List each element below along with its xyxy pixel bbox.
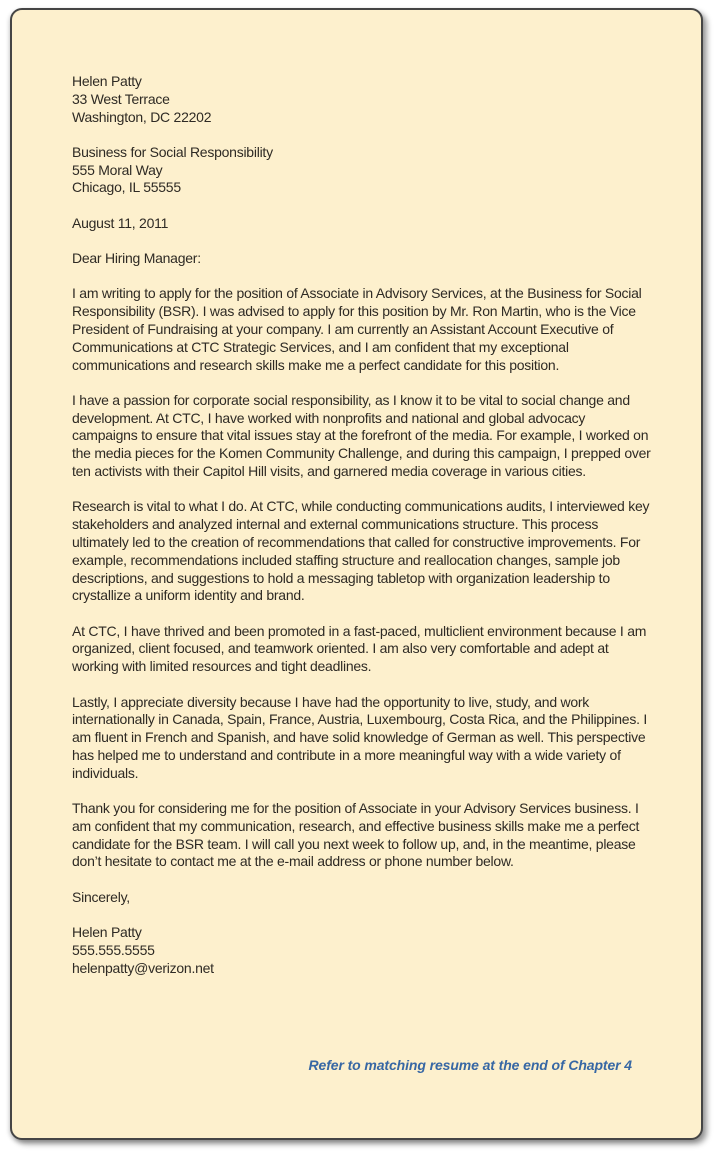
closing: Sincerely, [72, 888, 130, 905]
sender-city: Washington, DC 22202 [72, 108, 212, 125]
sender-address [72, 73, 651, 126]
body-paragraph: I am writing to apply for the position of Associate in Advisory Services, at the Business for Social Responsibility (BSR). I was advised to apply for this position by Mr. Ron Martin, who is the Vice President of Fundraising at your company. I am currently an Assistant Account Executive of Communications at CTC Strategic Services, and I am confident that my exceptional communications and research skills make me a perfect candidate for this position. [72, 285, 642, 373]
signature-block [72, 924, 651, 977]
body-paragraph: Lastly, I appreciate diversity because I have had the opportunity to live, study, and work internationally in Canada, Spain, France, Austria, Luxembourg, Costa Rica, and the Philippines. I am fluent in French and Spanish, and have solid knowledge of German as well. This perspective has helped me to understand and contribute in a more meaningful way with a wide variety of individuals. [72, 693, 647, 781]
letter-page [10, 8, 703, 1140]
recipient-city: Chicago, IL 55555 [72, 179, 181, 196]
body-paragraph: Thank you for considering me for the position of Associate in your Advisory Services business. I am confident that my communication, research, and effective business skills make me a perfect candidate for the BSR team. I will call you next week to follow up, and, in the meantime, please don’t hesitate to contact me at the e-mail address or phone number below. [72, 800, 640, 870]
sender-name: Helen Patty [72, 73, 142, 89]
signature-name: Helen Patty [72, 923, 142, 940]
recipient-street: 555 Moral Way [72, 161, 163, 178]
signature-phone: 555.555.5555 [72, 941, 155, 958]
recipient-company: Business for Social Responsibility [72, 143, 273, 160]
letter-date: August 11, 2011 [72, 214, 169, 231]
body-paragraph: At CTC, I have thrived and been promoted in a fast-paced, multiclient environment because I am organized, client focused, and teamwork oriented. I am also very comfortable and adept at working with limited resources and tight deadlines. [72, 622, 647, 675]
recipient-address [72, 144, 651, 197]
body-paragraph: Research is vital to what I do. At CTC, while conducting communications audits, I interviewed key stakeholders and analyzed internal and external communications structure. This process ultimately led to the creation of recommendations that called for constructive improvements. For example, recommendations included staffing structure and reallocation changes, sample job descriptions, and suggestions to hold a messaging tabletop with organization leadership to crystallize a uniform identity and brand. [72, 498, 650, 604]
sender-street: 33 West Terrace [72, 90, 170, 107]
footnote: Refer to matching resume at the end of Chapter 4 [308, 1057, 632, 1073]
body-paragraph: I have a passion for corporate social responsibility, as I know it to be vital to social change and development. At CTC, I have worked with nonprofits and national and global advocacy campaigns to ensure that vital issues stay at the forefront of the media. For example, I worked on the media pieces for the Komen Community Challenge, and during this campaign, I prepped over ten activists with their Capitol Hill visits, and garnered media coverage in various cities. [72, 391, 651, 480]
signature-email: helenpatty@verizon.net [72, 959, 214, 976]
salutation: Dear Hiring Manager: [72, 250, 201, 267]
